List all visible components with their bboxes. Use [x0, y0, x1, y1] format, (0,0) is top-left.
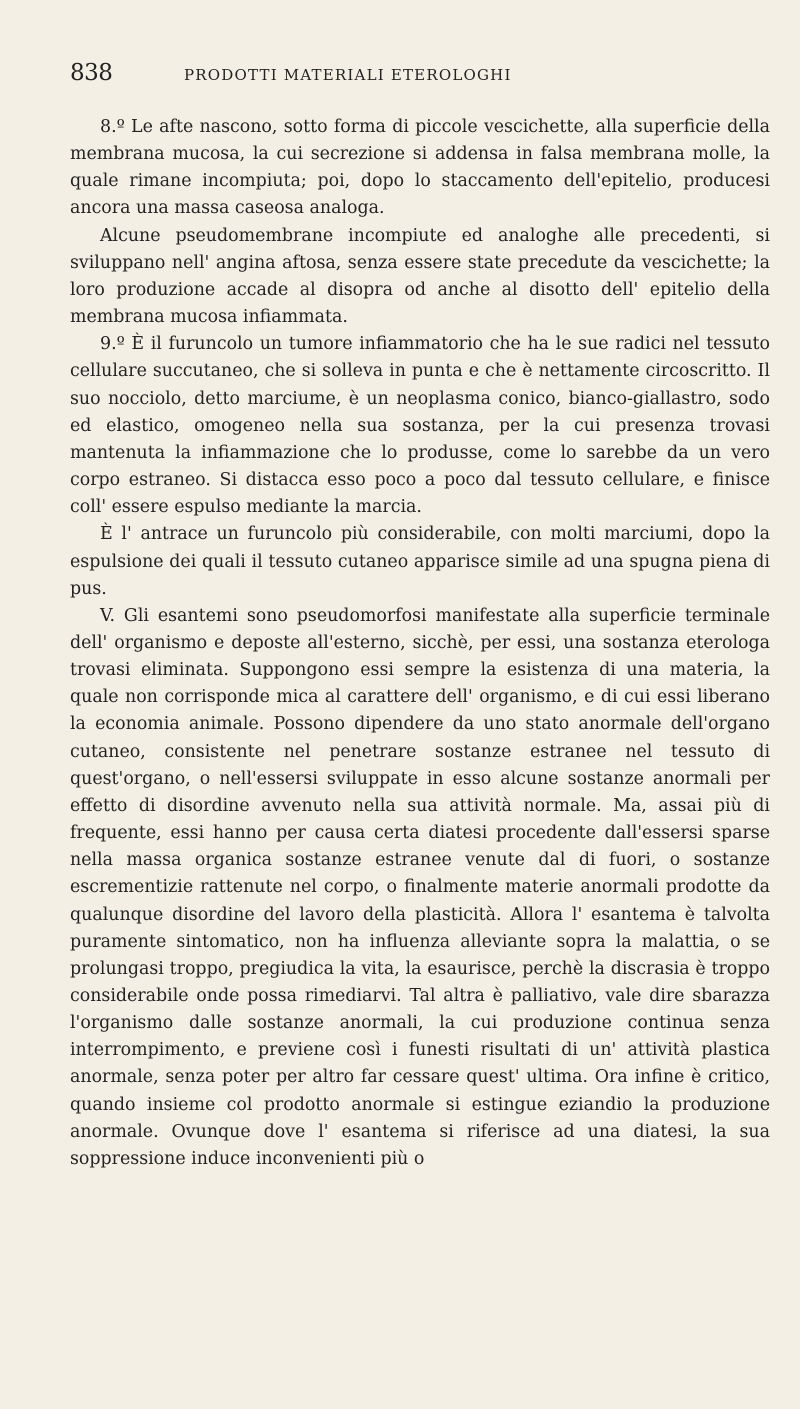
paragraph-esantemi: V. Gli esantemi sono pseudomorfosi manifestate alla superficie terminale dell' organismo e deposte all'esterno, sicchè, per essi, una sostanza eterologa trovasi eliminata. Suppongono essi sempre la esistenza di una materia, la quale non corrisponde mica al carattere dell' organismo, e di cui essi liberano la economia animale. Possono dipendere da uno stato anormale dell'organo cutaneo, consistente nel penetrare sostanze estranee nel tessuto di quest'organo, o nell'essersi sviluppate in esso alcune sostanze anormali per effetto di disordine avvenuto nella sua attività normale. Ma, assai più di frequente, essi hanno per causa certa diatesi procedente dall'essersi sparse nella massa organica sostanze estranee venute dal di fuori, o sostanze escrementizie rattenute nel corpo, o finalmente materie anormali prodotte da qualunque disordine del lavoro della plasticità. Allora l' esantema è talvolta puramente sintomatico, non ha influenza alleviante sopra la malattia, o se prolungasi troppo, pregiudica la vita, la esaurisce, perchè la discrasia è troppo considerabile onde possa rimediarvi. Tal altra è palliativo, vale dire sbarazza l'organismo dalle sostanze anormali, la cui produzione continua senza interrompimento, e previene così i funesti risultati di un' attività plastica anormale, senza poter per altro far cessare quest' ultima. Ora infine è critico, quando insieme col prodotto anormale si estingue eziandio la produzione anormale. Ovunque dove l' esantema si riferisce ad una diatesi, la sua soppressione induce inconvenienti più o [70, 605, 770, 1169]
page-number: 838 [70, 60, 113, 86]
body-text [70, 114, 770, 1173]
paragraph-antrace: È l' antrace un furuncolo più considerabile, con molti marciumi, dopo la espulsione dei quali il tessuto cutaneo apparisce simile ad una spugna piena di pus. [70, 524, 770, 599]
running-title: PRODOTTI MATERIALI ETEROLOGHI [184, 66, 512, 84]
paragraph-afte: 8.º Le afte nascono, sotto forma di piccole vescichette, alla superficie della membrana mucosa, la cui secrezione si addensa in falsa membrana molle, la quale rimane incompiuta; poi, dopo lo staccamento dell'epitelio, producesi ancora una massa caseosa analoga. [70, 117, 770, 219]
paragraph-pseudomembrane: Alcune pseudomembrane incompiute ed analoghe alle precedenti, si sviluppano nell' angina aftosa, senza essere state precedute da vescichette; la loro produzione accade al disopra od anche al disotto dell' epitelio della membrana mucosa infiammata. [70, 225, 770, 328]
paragraph-furuncolo: 9.º È il furuncolo un tumore infiammatorio che ha le sue radici nel tessuto cellulare succutaneo, che si solleva in punta e che è nettamente circoscritto. Il suo nocciolo, detto marciume, è un neoplasma conico, bianco-giallastro, sodo ed elastico, omogeneo nella sua sostanza, per la cui presenza trovasi mantenuta la infiammazione che lo produsse, come lo sarebbe da un vero corpo estraneo. Si distacca esso poco a poco dal tessuto cellulare, e finisce coll' essere espulso mediante la marcia. [70, 334, 770, 518]
running-head [70, 60, 770, 90]
